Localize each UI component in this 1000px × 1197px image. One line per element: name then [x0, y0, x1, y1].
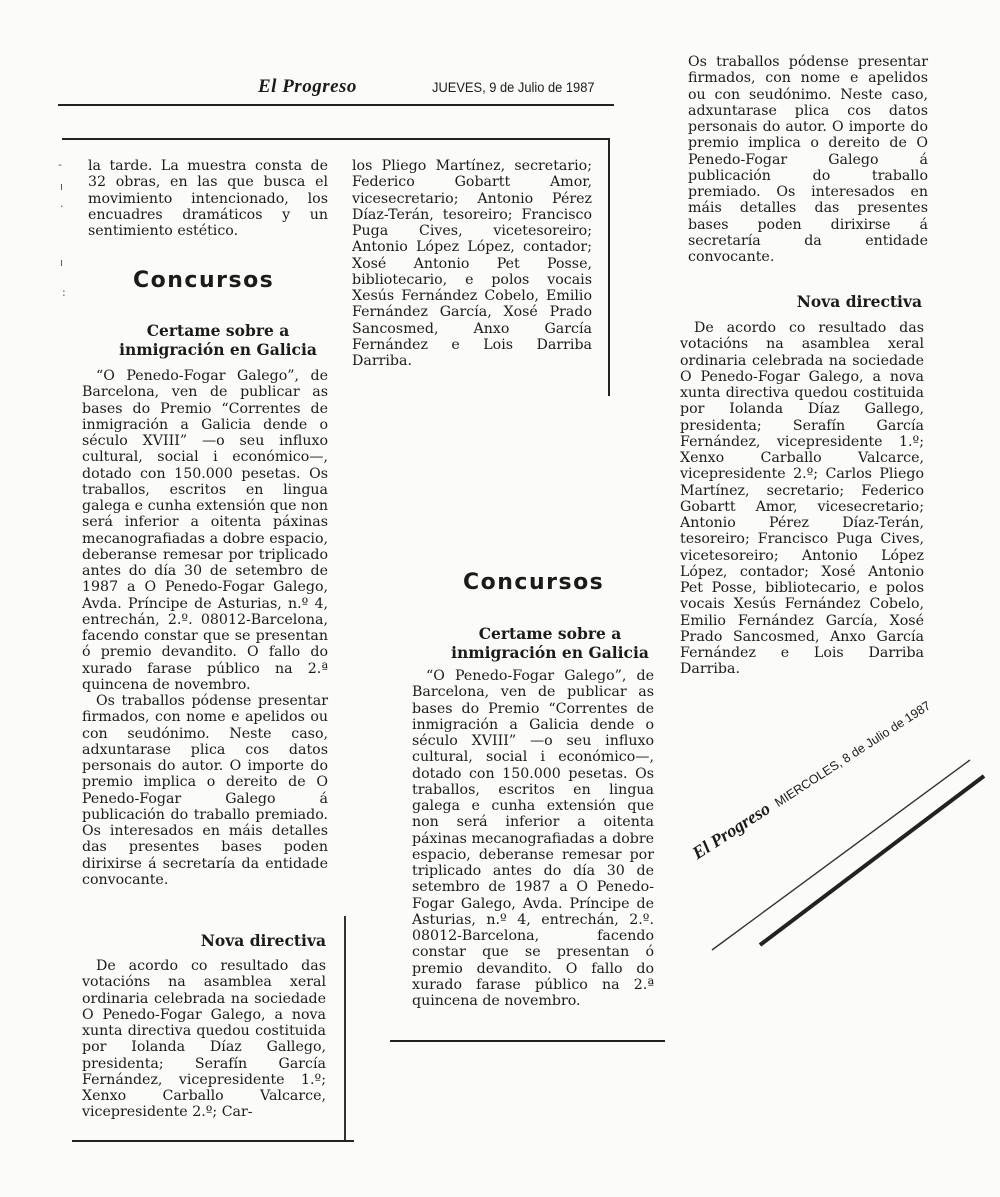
- stamp-logo: El Progreso: [688, 798, 774, 864]
- margin-mark: ı: [60, 180, 64, 193]
- nova-directiva-heading: Nova directiva: [796, 292, 922, 311]
- masthead-rule: [58, 104, 614, 106]
- stamp-underline: [690, 740, 990, 960]
- column4-body: [688, 54, 928, 265]
- stamp-date: MIERCOLES, 8 de Julio de 1987: [772, 698, 934, 810]
- frame-top-rule: [62, 138, 610, 140]
- column1-directiva: [82, 958, 326, 1121]
- article-paragraph: De acordo co resultado das votacións na asamblea xeral ordinaria celebrada na sociedade O Penedo-Fogar Galego, a nova xunta directiva quedou costituida por Iolanda Díaz Gallego, presidenta; Serafín García Fernández, vicepresidente 1.º; Xenxo Carballo Valcarce, vicepresidente 2.º; Carlos Pliego Martínez, secretario; Federico Gobartt Amor, vicesecretario; Antonio Pérez Díaz-Terán, tesoreiro; Francisco Puga Cives, vicetesoreiro; Antonio López López, contador; Xosé Antonio Pet Posse, bibliotecario, e polos vocais Xesús Fernández Cobelo, Emilio Fernández García, Xosé Prado Sancosmed, Anxo García Fernández e Lois Darriba Darriba.: [680, 320, 924, 678]
- article-paragraph: “O Penedo-Fogar Galego”, de Barcelona, ven de publicar as bases do Premio “Correntes de inmigración a Galicia dende o século XVIII” —o seu influxo cultural, social i económico—, dotado con 150.000 pesetas. Os traballos, escritos en lingua galega e cunha extensión que non será inferior a oitenta páxinas mecanografiadas a dobre espacio, deberanse remesar por triplicado antes do día 30 de setembro de 1987 a O Penedo-Fogar Galego, Avda. Príncipe de Asturias, n.º 4, entrechán, 2.º. 08012-Barcelona, facendo constar que se presentan ó premio devandito. O fallo do xurado farase público na 2.ª quincena de novembro.: [412, 668, 654, 1009]
- article-subheading: Certame sobre a inmigración en Galicia: [119, 321, 317, 359]
- column1-intro: [88, 158, 328, 239]
- column1-body: [82, 368, 328, 888]
- column3-body: [412, 668, 654, 1009]
- article-paragraph: “O Penedo-Fogar Galego”, de Barcelona, ven de publicar as bases do Premio “Correntes de inmigración a Galicia dende o século XVIII” —o seu influxo cultural, social i económico—, dotado con 150.000 pesetas. Os traballos, escritos en lingua galega e cunha extensión que non será inferior a oitenta páxinas mecanografiadas a dobre espacio, deberanse remesar por triplicado antes do día 30 de setembro de 1987 a O Penedo-Fogar Galego, Avda. Príncipe de Asturias, n.º 4, entrechán, 2.º. 08012-Barcelona, facendo constar que se presentan ó premio devandito. O fallo do xurado farase público na 2.ª quincena de novembro.: [82, 368, 328, 693]
- section-heading-concursos: Concursos: [463, 570, 605, 595]
- nova-directiva-heading: Nova directiva: [200, 931, 326, 950]
- frame-right-rule: [608, 138, 610, 396]
- column4-directiva: [680, 320, 924, 678]
- column-divider: [344, 916, 346, 1142]
- frame-bottom-rule-left: [72, 1140, 354, 1142]
- masthead-logo: El Progreso: [258, 76, 357, 97]
- article-paragraph: Os traballos pódense presentar firmados, con nome e apelidos ou con seudónimo. Neste caso, adxuntarase plica cos datos personais do autor. O importe do premio implica o dereito de O Penedo-Fogar Galego á publicación do traballo premiado. Os interesados en máis detalles das presentes bases poden dirixirse á secretaría da entidade convocante.: [688, 54, 928, 265]
- margin-mark: ı: [60, 256, 64, 269]
- masthead-date: JUEVES, 9 de Julio de 1987: [432, 79, 595, 95]
- article-subheading: Certame sobre a inmigración en Galicia: [451, 624, 649, 662]
- frame-bottom-rule-center: [390, 1040, 665, 1042]
- column2-body: [352, 158, 592, 369]
- margin-mark: -: [58, 158, 62, 171]
- margin-mark: ·: [60, 200, 64, 213]
- margin-mark: :: [62, 286, 66, 299]
- article-paragraph: los Pliego Martínez, secretario; Federico Gobartt Amor, vicesecretario; Antonio Pérez Díaz-Terán, tesoreiro; Francisco Puga Cives, vicetesoreiro; Antonio López López, contador; Xosé Antonio Pet Posse, bibliotecario, e polos vocais Xesús Fernández Cobelo, Emilio Fernández García, Xosé Prado Sancosmed, Anxo García Fernández e Lois Darriba Darriba.: [352, 158, 592, 369]
- article-paragraph: Os traballos pódense presentar firmados, con nome e apelidos ou con seudónimo. Neste caso, adxuntarase plica cos datos personais do autor. O importe do premio implica o dereito de O Penedo-Fogar Galego á publicación do traballo premiado. Os interesados en máis detalles das presentes bases poden dirixirse á secretaría da entidade convocante.: [82, 693, 328, 888]
- section-heading-concursos: Concursos: [133, 268, 275, 293]
- article-paragraph: De acordo co resultado das votacións na asamblea xeral ordinaria celebrada na sociedade O Penedo-Fogar Galego, a nova xunta directiva quedou costituida por Iolanda Díaz Gallego, presidenta; Serafín García Fernández, vicepresidente 1.º; Xenxo Carballo Valcarce, vicepresidente 2.º; Car-: [82, 958, 326, 1121]
- intro-paragraph: la tarde. La muestra consta de 32 obras, en las que busca el movimiento intencionado, los encuadres dramáticos y un sentimiento estético.: [88, 158, 328, 239]
